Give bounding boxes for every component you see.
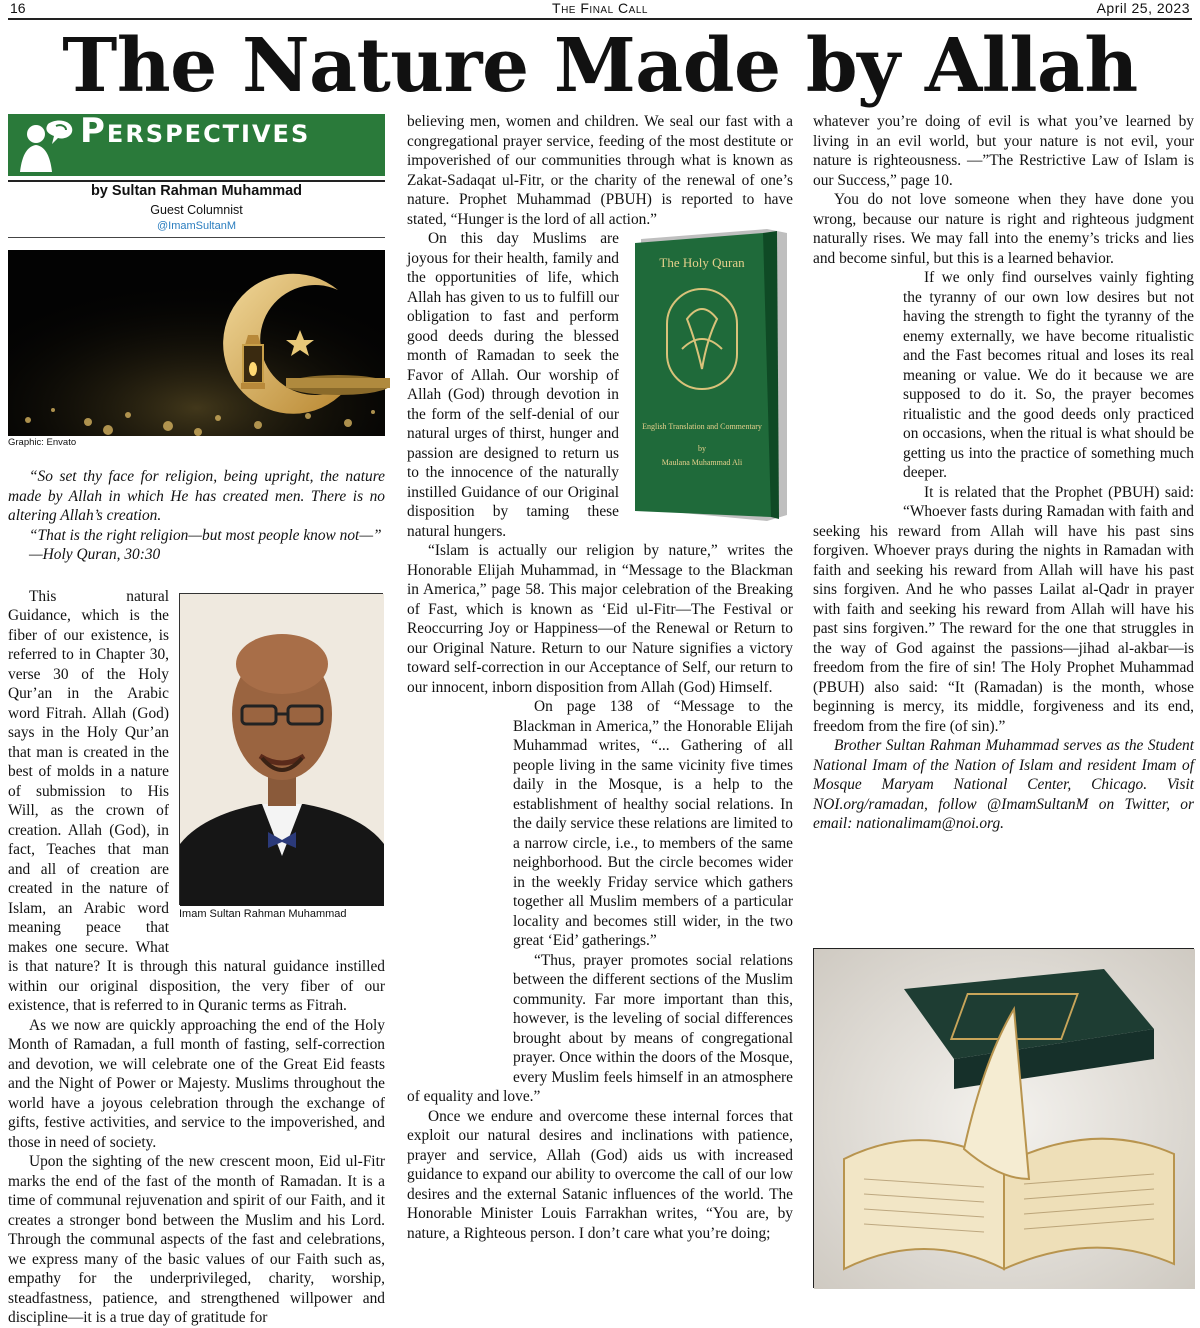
speaker-silhouette-icon [16,118,76,172]
col3-paragraph-1: whatever you’re doing of evil is what you’ve learned by living in an evil world, but your nature is not evil, your nature is righteousness. —”The Restrictive Law of Islam is our Success,” page 10. [813,113,1194,189]
epigraph-line-1: “So set thy face for religion, being upright, the nature made by Allah in which He has created men. There is no altering Allah’s creation. [8,468,385,524]
col2-paragraph-6: Once we endure and overcome these internal forces that exploit our natural desires and inclinations with patience, prayer and service, Allah (God) aids us with increased guidance to expand our ability to overcome the call of our low desires and the external Satanic influences of the world. The Honorable Minister Louis Farrakhan writes, “You are, by nature, a Righteous person. I don’t care what you’re doing; [407,1107,793,1242]
book-title: The Holy Quran [659,255,745,270]
photo-wrap-spacer [407,697,513,1069]
col2-paragraph-2: On this day Muslims are joyous for their health, family and the opportunities of life, which Allah has given to us to fulfill our obligation to fast and perform good deeds during the blessed month of Ramadan to seek the Favor of Allah. Our worship of Allah (God) through devotion in the form of the self-denial of our natural urges of thirst, hunger and passion are designed to return us to the innocence of the naturally instilled Guidance of our Original disposition by taming these natural hungers. [407,230,619,540]
col3-paragraph-2: You do not love someone when they have done you wrong, because our nature is right and righteous judgment naturally rises. We may fall into the enemy’s tricks and lies and become sinful, but this is a learned behavior. [813,191,1194,267]
article-headline: The Nature Made by Allah [62,23,1138,109]
col1-paragraph-1: This natural Guidance, which is the fiber of our existence, is referred to in Chapter 30, verse 30 of the Holy Qur’an in the Arabic word Fitrah. Allah (God) says in the Holy Qur’an that man is created in the best of molds in a nature of submission to His Will, as the crown of creation. Allah (God), in fact, Teaches that man and all of creation are created in the nature of Islam, an Arabic word meaning peace that makes one secure. What is that nature? It is through this natural guidance instilled within our original disposition, the very fiber of our existence, that is referred to in Quranic terms as Fitrah. [8,587,385,1014]
author-photo-frame [179,593,385,933]
author-name: by Sultan Rahman Muhammad [90,183,303,199]
column-1 [8,112,385,1328]
col2-paragraph-4: On page 138 of “Message to the Blackman in America,” the Honorable Elijah Muhammad writes, “... Gathering of all people living in the same vicinity five times daily in the Mosque, is a help to the establishment of healthy social relations. In the daily service these relations are limited to a narrow circle, i.e., to members of the same neighborhood. But the circle becomes wider in the weekly Friday service which gathers together all Muslim members of a particular locality and becomes still wider, in the two great ‘Eid’ gatherings.” [513,698,793,949]
col3-paragraph-3: If we only find ourselves vainly fighting the tyranny of our own low desires but not having the strength to fight the tyranny of the enemy externally, we have become ritualistic and the Fast becomes ritual and loses its real meaning or value. We do it because we are supposed to do it. So, the prayer becomes ritualistic and the good deeds only practiced on occasions, when the ritual is what should be getting us into the practice of something much deeper. [903,269,1194,481]
author-photo [179,593,383,905]
graphic-credit: Graphic: Envato [8,437,77,448]
col2-paragraph-1: believing men, women and children. We seal our fast with a congregational prayer service, feeding of the most destitute or impoverished of our communities through what is known as Zakat-Sadaqat ul-Fitr, or the charity of the renewal of one’s nature. Prophet Muhammad (PBUH) is reported to have stated, “Hunger is the lord of all action.” [407,113,793,228]
epigraph-line-2: “That is the right religion—but most people know not—” [29,526,382,544]
byline-block [8,180,385,238]
col3-paragraph-4: It is related that the Prophet (PBUH) said: “Whoever fasts during Ramadan with faith and seeking his reward from Allah will have his past sins forgiven. Whoever prays during the nights in Ramadan with faith and seeking his reward from Allah will have his past sins forgiven. And he who passes Lailat al-Qadr in prayer with faith and seeking his reward from Allah will have his past sins forgiven.” The reward for the one that struggles in the way of God against the passions—jihad al-akbar—is freedom from the fire of sin! The Holy Prophet Muhammad (PBUH) also said: “It (Ramadan) is the month, whose beginning is mercy, its middle, forgiveness and its end, freedom from the fire (of sin).” [813,483,1194,735]
author-bio: Brother Sultan Rahman Muhammad serves as the Student National Imam of the Nation of Islam and resident Imam of Mosque Maryam National Center, Chicago. Visit NOI.org/ramadan, follow @ImamSultanM on Twitter, or email: nationalimam@noi.org. [813,737,1194,832]
book-wrap-spacer [813,268,903,508]
author-handle[interactable]: @ImamSultanM [8,219,385,238]
publication-name: The Final Call [552,0,648,16]
col2-paragraph-3: “Islam is actually our religion by nature,” writes the Honorable Elijah Muhammad, in “Message to the Blackman in America,” page 58. This major celebration of the Breaking of Fast, which is known as ‘Eid ul-Fitr—The Festival or Reoccurring Joy or Happiness—of the Renewal or Return to our Original Nature. Return to our Nature signifies a victory toward self-correction in our Acceptance of Self, our return to our innocent, inborn disposition from Allah (God) Himself. [407,542,793,696]
col2-paragraph-5: “Thus, prayer promotes social relations between the different sections of the Muslim community. Far more important than this, however, is the leveling of social differences brought about by means of congregational prayer. Once within the doors of the Mosque, every Muslim feels himself in an atmosphere of equality and love.” [407,951,793,1105]
col1-paragraph-3: Upon the sighting of the new crescent moon, Eid ul-Fitr marks the end of the fast of the month of Ramadan. It is a time of communal rejuvenation and spirit of our Faith, and it creates a stronger bond between the Muslim and his Lord. Through the communal aspects of the fast and celebrations, we express many of the basic values of our Faith such as, empathy for the underprivileged, charity, worship, steadfastness, patience, and strengthened willpower and discipline—it is a true day of gratitude for [8,1153,385,1326]
column-3 [813,112,1194,834]
author-role: Guest Columnist [150,203,243,217]
open-quran-photo [813,948,1194,1288]
column-1-body [8,587,385,1328]
author-photo-caption: Imam Sultan Rahman Muhammad [179,907,347,920]
holy-quran-book-cover [627,229,793,525]
perspectives-banner [8,111,385,176]
issue-date: April 25, 2023 [1096,0,1190,16]
page-number: 16 [10,0,26,16]
column-2 [407,112,793,1243]
epigraph-source: —Holy Quran, 30:30 [29,546,161,563]
ramadan-lantern-graphic [8,250,385,436]
epigraph [8,467,385,565]
book-subtitle: English Translation and Commentary [642,422,762,431]
col1-paragraph-2: As we now are quickly approaching the end of the Holy Month of Ramadan, a full month of fasting, self-correction and devotion, we will celebrate one of the Great Eid feasts and the Night of Power or Majesty. Muslims throughout the world have a joyous celebration through the exchange of gifts, festive activities, and service to the impoverished, and those in need of society. [8,1016,385,1151]
book-author: Maulana Muhammad Ali [661,458,743,467]
running-header [8,0,1192,20]
perspectives-label: Perspectives [80,111,311,151]
book-by: by [698,444,706,453]
